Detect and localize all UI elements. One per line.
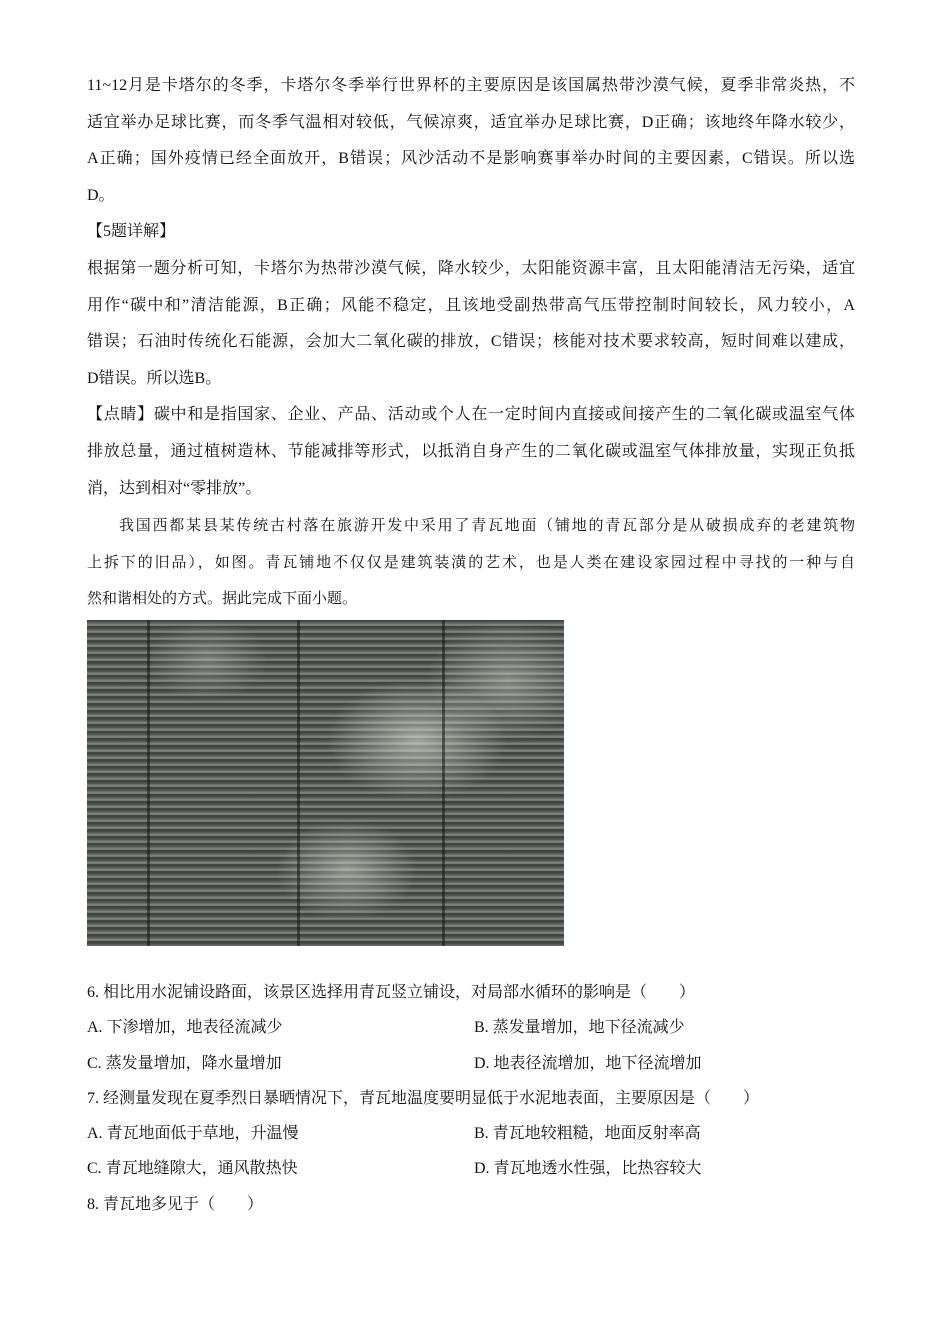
text-line: 碳中和是指国家、企业、产品、活动或个人在一定时间内直接或间接产生的二氧化碳或温室气体 bbox=[153, 406, 855, 424]
passage-line: 上拆下的旧品），如图。青瓦铺地不仅仅是建筑装潢的艺术，也是人类在建设家园过程中寻找的一种与自 bbox=[87, 552, 855, 571]
passage-line: 然和谐相处的方式。据此完成下面小题。 bbox=[87, 589, 358, 608]
text-line: D。 bbox=[87, 186, 115, 204]
text-line: 排放总量，通过植树造林、节能减排等形式，以抵消自身产生的二氧化碳或温室气体排放量，实现正负抵 bbox=[87, 442, 855, 460]
tile-paving-photo bbox=[87, 620, 564, 946]
option-7a: A. 青瓦地面低于草地，升温慢 bbox=[87, 1125, 299, 1143]
tip-label: 【点睛】 bbox=[87, 406, 154, 424]
text-line: D错误。所以选B。 bbox=[87, 369, 222, 387]
tip-line bbox=[87, 397, 855, 434]
text-line: 用作“碳中和”清洁能源，B正确；风能不稳定，且该地受副热带高气压带控制时间较长，风力较小，A bbox=[87, 296, 855, 314]
question-6-stem: 6. 相比用水泥铺设路面，该景区选择用青瓦竖立铺设，对局部水循环的影响是（ ） bbox=[87, 984, 696, 1001]
text-line: 适宜举办足球比赛，而冬季气温相对较低，气候凉爽，适宜举办足球比赛，D正确；该地终年降水较少， bbox=[87, 113, 855, 131]
text-line: 消，达到相对“零排放”。 bbox=[87, 479, 262, 497]
text-line: A正确；国外疫情已经全面放开，B错误；风沙活动不是影响赛事举办时间的主要因素，C错误。所以选 bbox=[87, 150, 855, 168]
questions bbox=[87, 975, 855, 1222]
option-7b: B. 青瓦地较粗糙，地面反射率高 bbox=[474, 1125, 701, 1143]
text-line: 根据第一题分析可知，卡塔尔为热带沙漠气候，降水较少，太阳能资源丰富，且太阳能清洁无污染，适宜 bbox=[87, 259, 855, 277]
section-heading: 【5题详解】 bbox=[87, 223, 176, 241]
option-6a: A. 下渗增加，地表径流减少 bbox=[87, 1019, 283, 1037]
option-6b: B. 蒸发量增加，地下径流减少 bbox=[474, 1019, 685, 1037]
option-7d: D. 青瓦地透水性强，比热容较大 bbox=[474, 1160, 702, 1178]
option-7c: C. 青瓦地缝隙大，通风散热快 bbox=[87, 1160, 298, 1178]
option-6c: C. 蒸发量增加，降水量增加 bbox=[87, 1054, 282, 1072]
answer-4-explanation bbox=[87, 68, 855, 617]
question-7-stem: 7. 经测量发现在夏季烈日暴晒情况下，青瓦地温度要明显低于水泥地表面，主要原因是（ ） bbox=[87, 1089, 760, 1107]
text-line: 11~12月是卡塔尔的冬季，卡塔尔冬季举行世界杯的主要原因是该国属热带沙漠气候，夏季非常炎热，不 bbox=[87, 77, 855, 94]
text-line: 错误；石油时传统化石能源，会加大二氧化碳的排放，C错误；核能对技术要求较高，短时间难以建成， bbox=[87, 333, 855, 351]
question-8-stem: 8. 青瓦地多见于（ ） bbox=[87, 1195, 264, 1213]
option-6d: D. 地表径流增加，地下径流增加 bbox=[474, 1054, 702, 1072]
passage-line: 我国西都某县某传统古村落在旅游开发中采用了青瓦地面（铺地的青瓦部分是从破损成弃的老建筑物 bbox=[119, 516, 855, 535]
